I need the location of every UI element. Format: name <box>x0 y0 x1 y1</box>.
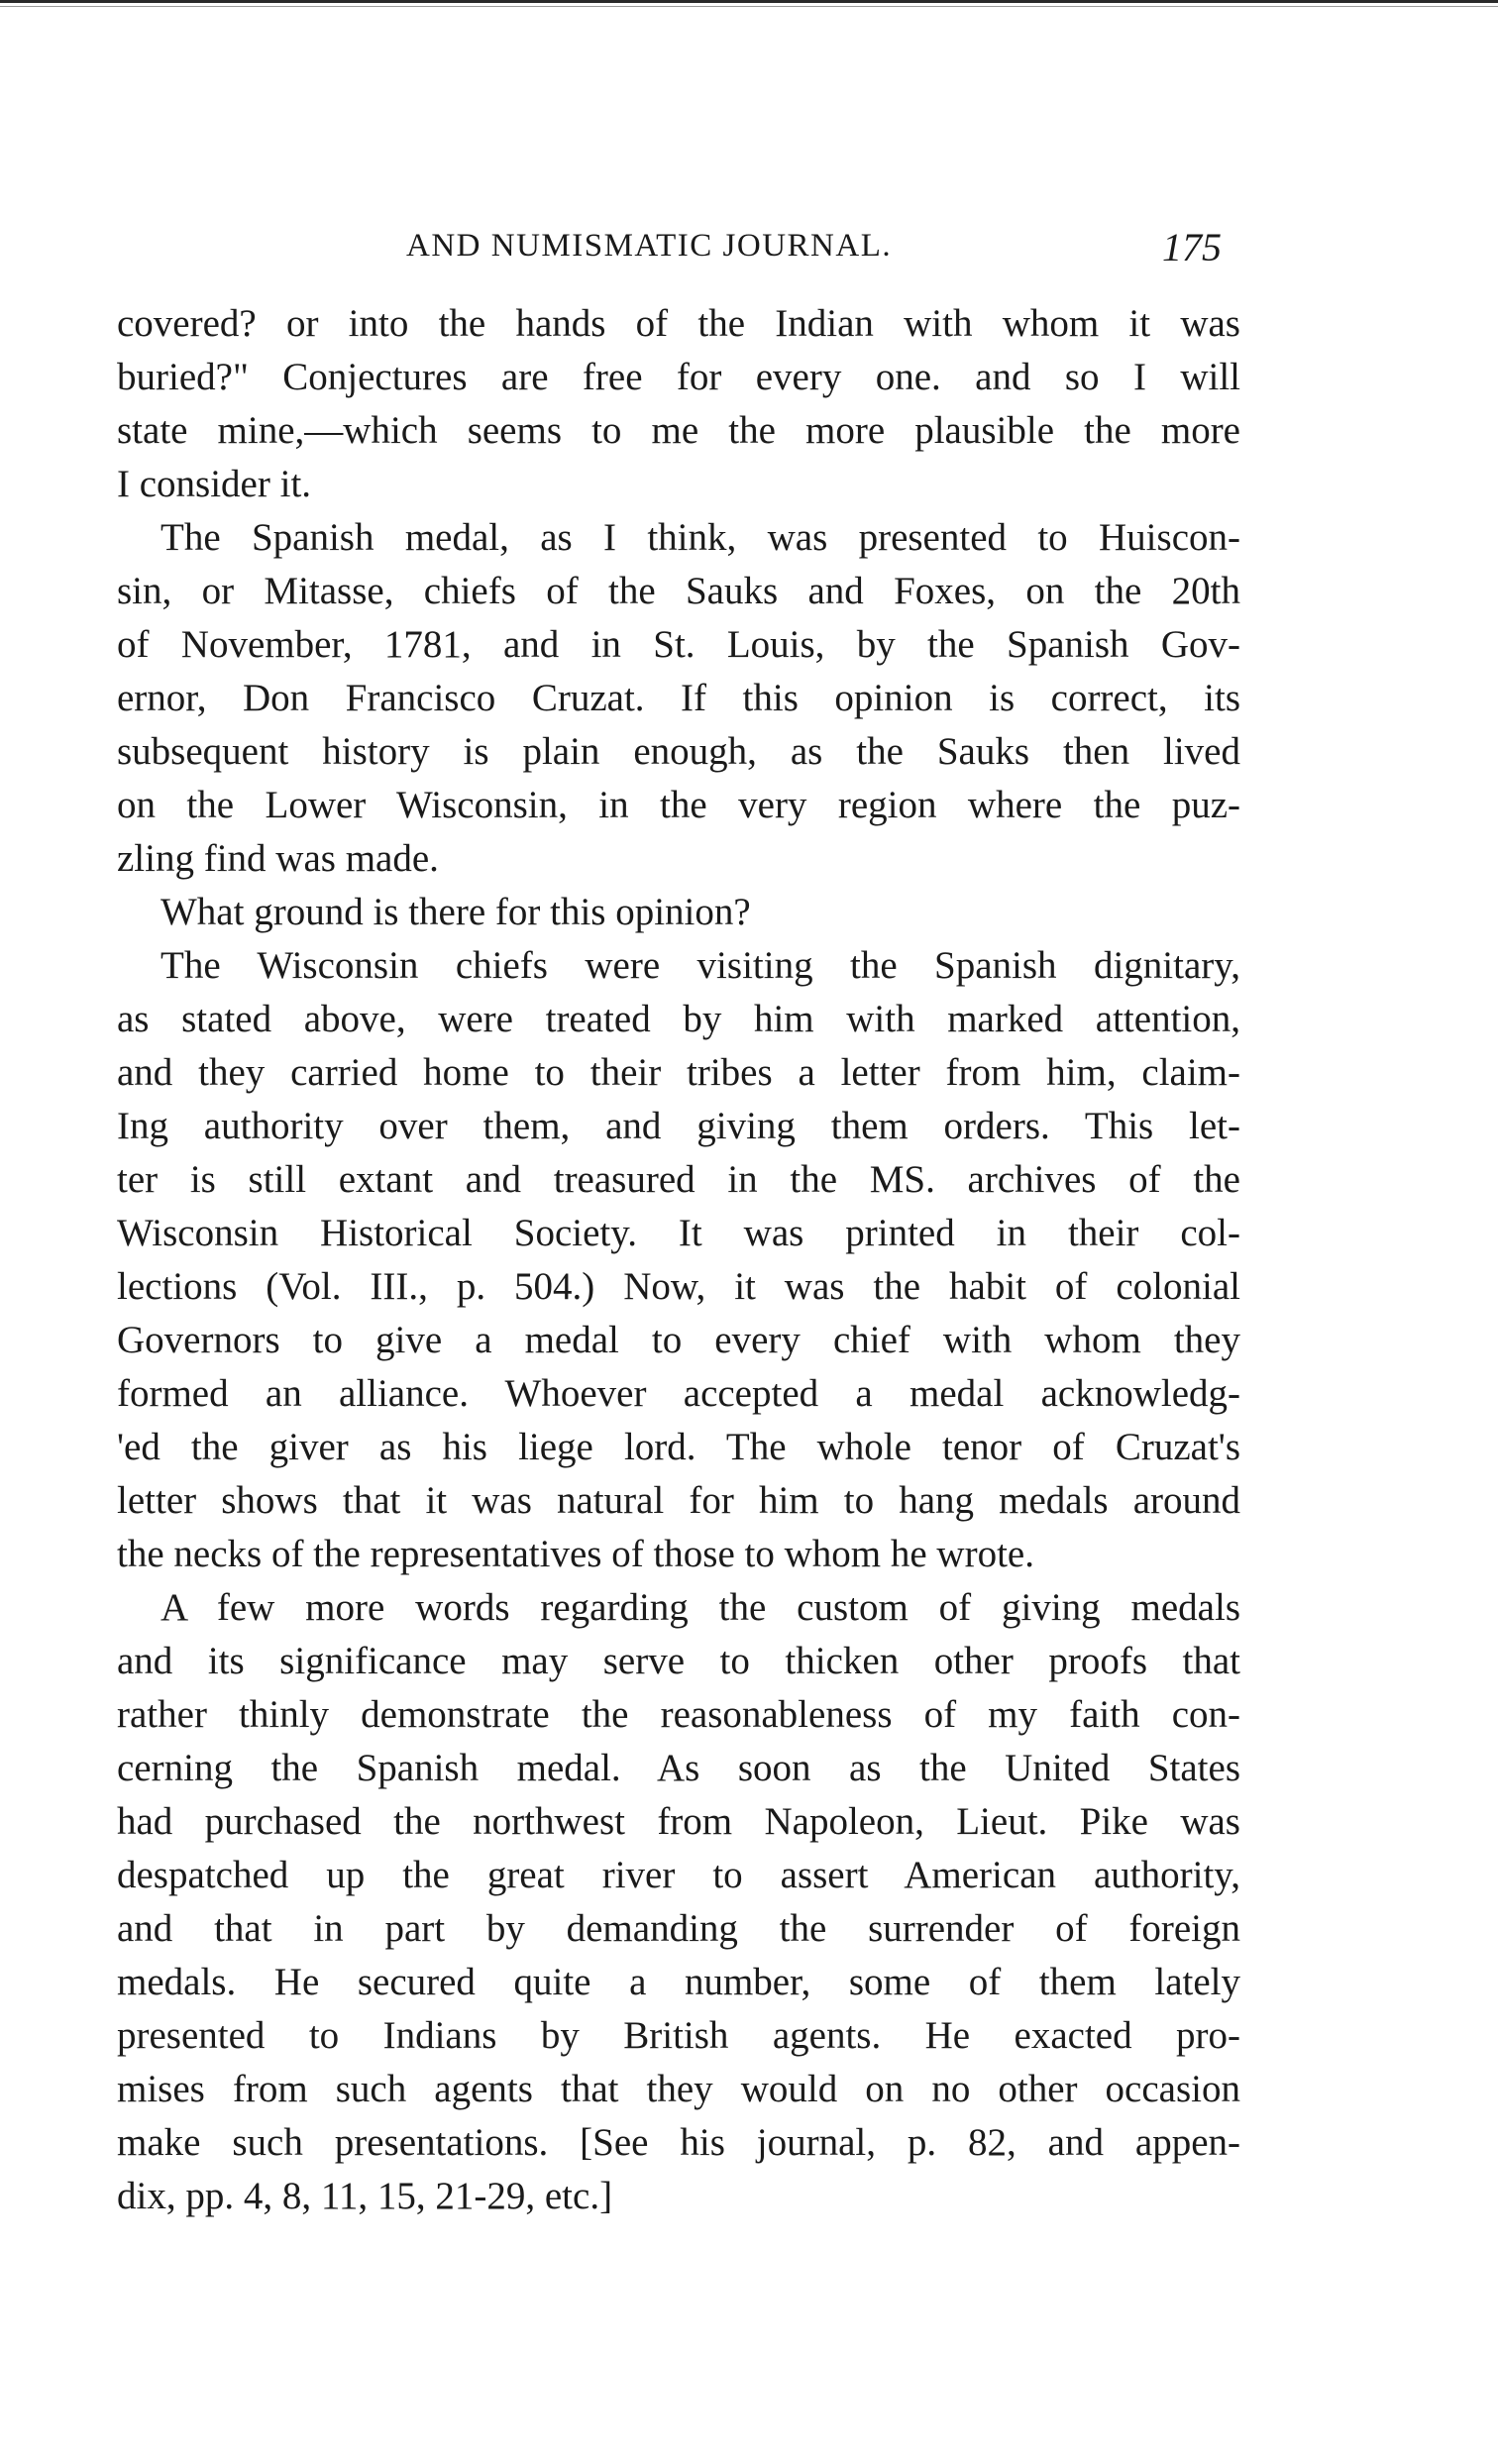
text-line: and that in part by demanding the surrender of foreign <box>117 1907 1240 1950</box>
text-line: sin, or Mitasse, chiefs of the Sauks and Foxes, on the 20th <box>117 570 1240 612</box>
text-line: zling find was made. <box>117 837 439 880</box>
text-line: make such presentations. [See his journal, p. 82, and appen- <box>117 2121 1240 2164</box>
running-title: AND NUMISMATIC JOURNAL. <box>406 228 893 264</box>
body-text <box>117 297 1240 2223</box>
text-line: Ing authority over them, and giving them orders. This let- <box>117 1105 1240 1147</box>
text-line: of November, 1781, and in St. Louis, by the Spanish Gov- <box>117 623 1240 666</box>
text-line: formed an alliance. Whoever accepted a medal acknowledg- <box>117 1372 1240 1415</box>
text-line: the necks of the representatives of those to whom he wrote. <box>117 1533 1034 1575</box>
text-line: A few more words regarding the custom of giving medals <box>160 1586 1240 1629</box>
text-line: I consider it. <box>117 463 312 505</box>
text-line: state mine,—which seems to me the more plausible the more <box>117 409 1240 452</box>
text-line: on the Lower Wisconsin, in the very region where the puz- <box>117 784 1240 826</box>
text-line: despatched up the great river to assert American authority, <box>117 1854 1240 1896</box>
text-line: presented to Indians by British agents. He exacted pro- <box>117 2014 1240 2057</box>
text-line: medals. He secured quite a number, some of them lately <box>117 1961 1240 2003</box>
text-line: What ground is there for this opinion? <box>160 891 751 933</box>
text-line: 'ed the giver as his liege lord. The whole tenor of Cruzat's <box>117 1426 1240 1468</box>
text-line: subsequent history is plain enough, as the Sauks then lived <box>117 730 1240 773</box>
text-line: letter shows that it was natural for him to hang medals around <box>117 1479 1240 1522</box>
text-line: The Spanish medal, as I think, was presented to Huiscon- <box>160 516 1240 559</box>
text-line: cerning the Spanish medal. As soon as the United States <box>117 1747 1240 1789</box>
text-line: covered? or into the hands of the Indian with whom it was <box>117 302 1240 345</box>
text-line: Governors to give a medal to every chief with whom they <box>117 1319 1240 1361</box>
text-line: mises from such agents that they would on no other occasion <box>117 2068 1240 2110</box>
text-line: ter is still extant and treasured in the MS. archives of the <box>117 1158 1240 1201</box>
text-line: and they carried home to their tribes a letter from him, claim- <box>117 1051 1240 1094</box>
text-line: and its significance may serve to thicken other proofs that <box>117 1640 1240 1682</box>
top-border-rule-thin <box>0 6 1498 7</box>
text-line: The Wisconsin chiefs were visiting the Spanish dignitary, <box>160 944 1240 987</box>
text-line: dix, pp. 4, 8, 11, 15, 21-29, etc.] <box>117 2175 613 2217</box>
page-number: 175 <box>1162 225 1222 269</box>
top-border-rule <box>0 0 1498 3</box>
text-line: buried?" Conjectures are free for every one. and so I will <box>117 356 1240 398</box>
text-line: Wisconsin Historical Society. It was printed in their col- <box>117 1212 1240 1254</box>
text-line: rather thinly demonstrate the reasonableness of my faith con- <box>117 1693 1240 1736</box>
text-line: had purchased the northwest from Napoleon, Lieut. Pike was <box>117 1800 1240 1843</box>
text-line: ernor, Don Francisco Cruzat. If this opinion is correct, its <box>117 677 1240 719</box>
text-line: lections (Vol. III., p. 504.) Now, it was the habit of colonial <box>117 1265 1240 1308</box>
text-line: as stated above, were treated by him with marked attention, <box>117 998 1240 1040</box>
